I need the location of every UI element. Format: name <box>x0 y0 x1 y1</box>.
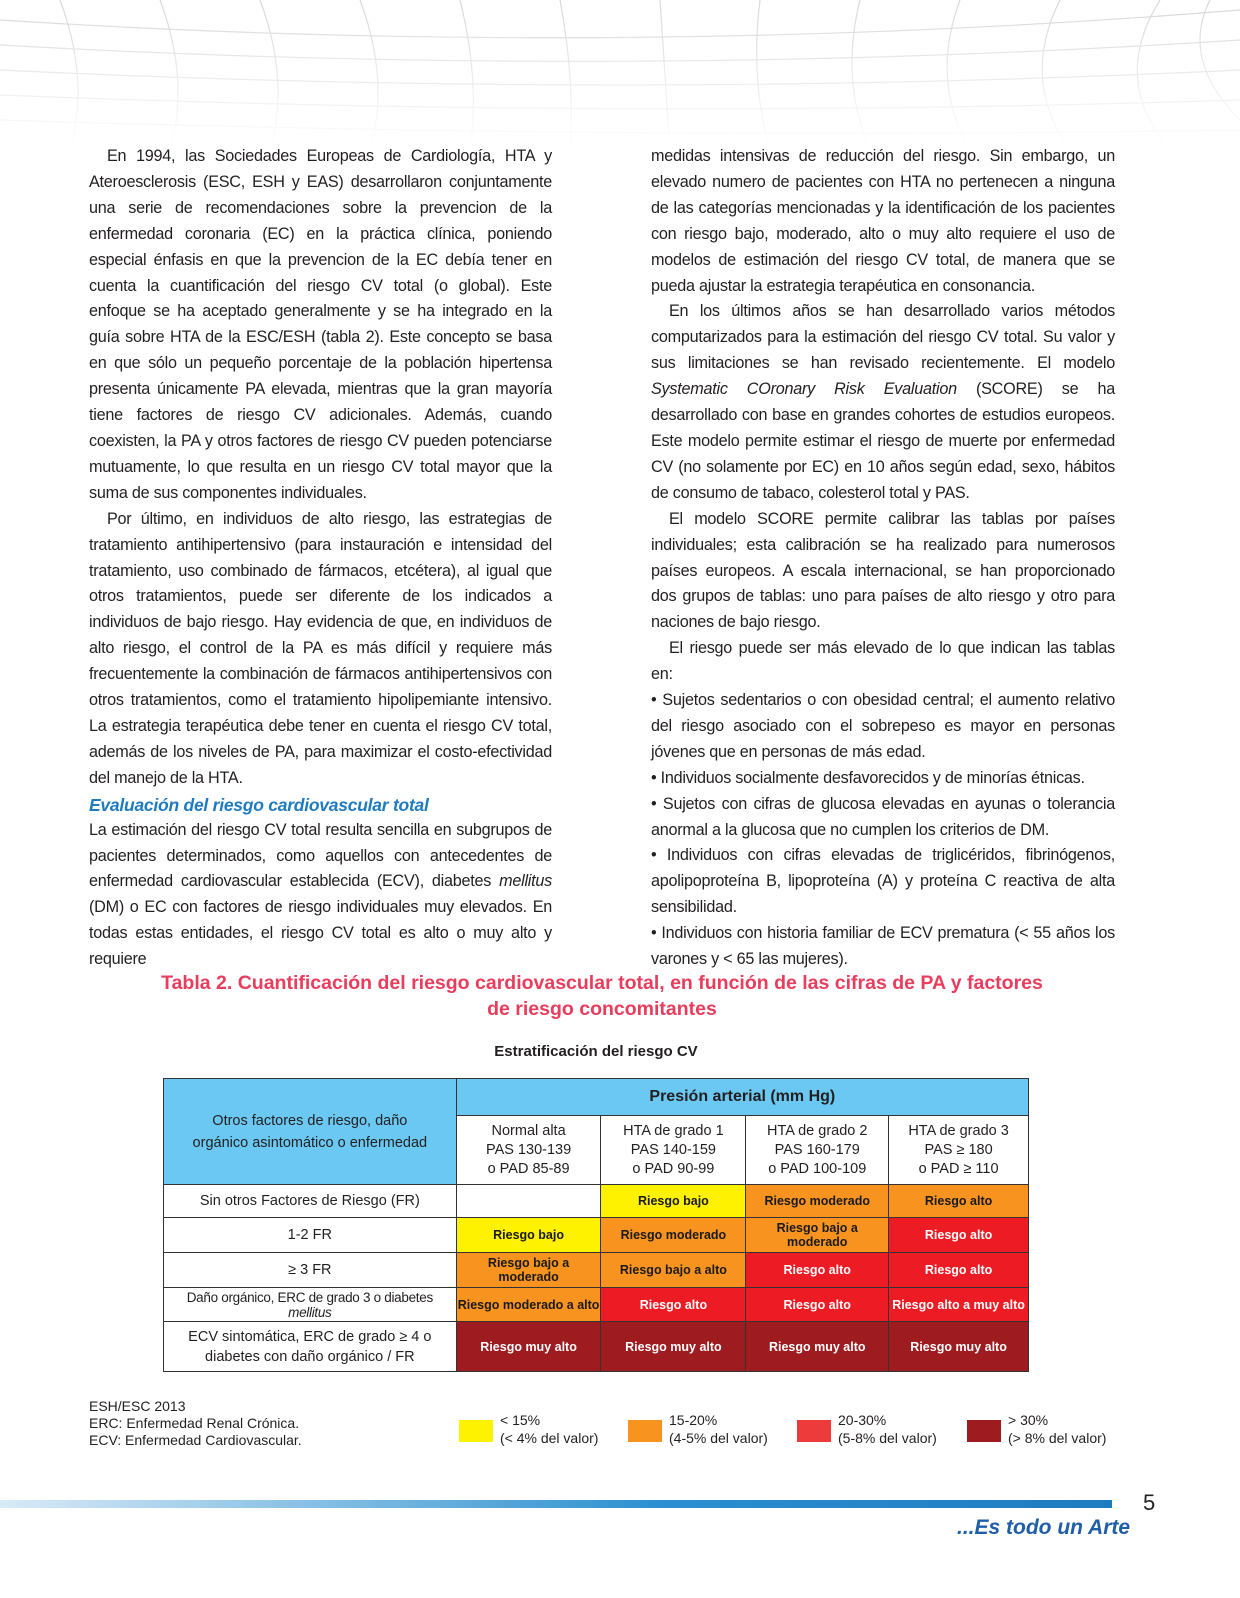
table-row <box>164 1185 1029 1218</box>
bullet-item: • Individuos con cifras elevadas de triglicéridos, fibrinógenos, apolipoproteína B, lipoproteína (A) y proteína C reactiva de alta sensibilidad. <box>651 846 1115 917</box>
paragraph: El riesgo puede ser más elevado de lo que indican las tablas en: <box>651 639 1115 684</box>
risk-cell: Riesgo bajo <box>601 1185 746 1218</box>
risk-cell: Riesgo alto <box>746 1253 889 1288</box>
risk-cell: Riesgo muy alto <box>601 1322 746 1372</box>
legend-swatch-dark-red <box>967 1420 1001 1442</box>
risk-stratification-table <box>163 1078 1029 1372</box>
table-row <box>164 1253 1029 1288</box>
legend-label: 20-30% (5-8% del valor) <box>838 1412 937 1446</box>
pressure-group-header: Presión arterial (mm Hg) <box>456 1079 1028 1116</box>
risk-cell: Riesgo muy alto <box>889 1322 1029 1372</box>
bullet-item: • Individuos socialmente desfavorecidos y de minorías étnicas. <box>651 768 1085 787</box>
column-header: HTA de grado 3 PAS ≥ 180 o PAD ≥ 110 <box>889 1116 1029 1185</box>
left-text-column <box>89 144 552 973</box>
footer-bar <box>0 1500 1112 1508</box>
risk-cell: Riesgo bajo a moderado <box>746 1218 889 1253</box>
bullet-item: • Sujetos sedentarios o con obesidad central; el aumento relativo del riesgo asociado con el sobrepeso es mayor en personas jóvenes que en personas de más edad. <box>651 691 1115 761</box>
risk-cell: Riesgo bajo a moderado <box>456 1253 601 1288</box>
risk-cell: Riesgo moderado a alto <box>456 1288 601 1322</box>
row-label: ≥ 3 FR <box>164 1253 457 1288</box>
column-header: Normal alta PAS 130-139 o PAD 85-89 <box>456 1116 601 1185</box>
legend-label: < 15% (< 4% del valor) <box>500 1412 599 1446</box>
risk-cell: Riesgo moderado <box>601 1218 746 1253</box>
background-grid-graphic <box>0 0 1240 150</box>
paragraph: El modelo SCORE permite calibrar las tablas por países individuales; esta calibración se ha realizado para numerosos países europeos. A escala internacional, se han proporcionado dos grupos de tablas: uno para países de alto riesgo y otro para naciones de bajo riesgo. <box>651 509 1115 632</box>
row-label: Sin otros Factores de Riesgo (FR) <box>164 1185 457 1218</box>
risk-cell: Riesgo muy alto <box>456 1322 601 1372</box>
row-header-label: Otros factores de riesgo, daño orgánico asintomático o enfermedad <box>164 1079 457 1185</box>
risk-cell <box>456 1185 601 1218</box>
paragraph: En los últimos años se han desarrollado varios métodos computarizados para la estimación del riesgo CV total. Su valor y sus limitaciones se han revisado recientemente. El modelo Systematic COronary Risk Evaluation (SCORE) se ha desarrollado con base en grandes cohortes de estudios europeos. Este modelo permite estimar el riesgo de muerte por enfermedad CV (no solamente por EC) en 10 años según edad, sexo, hábitos de consumo de tabaco, colesterol total y PAS. <box>651 302 1115 502</box>
row-label: ECV sintomática, ERC de grado ≥ 4 o diabetes con daño orgánico / FR <box>164 1322 457 1372</box>
risk-cell: Riesgo muy alto <box>746 1322 889 1372</box>
row-label: 1-2 FR <box>164 1218 457 1253</box>
table-row <box>164 1322 1029 1372</box>
bullet-item: • Individuos con historia familiar de ECV prematura (< 55 años los varones y < 65 las mujeres). <box>651 924 1115 969</box>
bullet-item: • Sujetos con cifras de glucosa elevadas en ayunas o tolerancia anormal a la glucosa que no cumplen los criterios de DM. <box>651 794 1115 839</box>
paragraph: Por último, en individuos de alto riesgo, las estrategias de tratamiento antihipertensivo (para instauración e intensidad del tratamiento, uso combinado de fármacos, etcétera), al igual que otros tratamientos, puede ser diferente de los indicados a individuos de bajo riesgo. Hay evidencia de que, en individuos de alto riesgo, el control de la PA es más difícil y requiere más frecuentemente la combinación de fármacos antihipertensivos con otros tratamientos, como el tratamiento hipolipemiante intensivo. La estrategia terapéutica debe tener en cuenta el riesgo CV total, además de los niveles de PA, para maximizar el costo-efectividad del manejo de la HTA. <box>89 509 552 787</box>
note-line: ERC: Enfermedad Renal Crónica. <box>89 1415 300 1431</box>
paragraph: La estimación del riesgo CV total resulta sencilla en subgrupos de pacientes determinados, como aquellos con antecedentes de enfermedad cardiovascular establecida (ECV), diabetes mellitus (DM) o EC con factores de riesgo individuales muy elevados. En todas estas entidades, el riesgo CV total es alto o muy alto y requiere <box>89 820 552 969</box>
paragraph: En 1994, las Sociedades Europeas de Cardiología, HTA y Ateroesclerosis (ESC, ESH y EAS) desarrollaron conjuntamente una serie de recomendaciones sobre la prevencion de la enfermedad coronaria (EC) en la práctica clínica, poniendo especial énfasis en que la prevencion de la EC debía tener en cuenta la cuantificación del riesgo CV total (o global). Este enfoque se ha aceptado generalmente y se ha integrado en la guía sobre HTA de la ESC/ESH (tabla 2). Este concepto se basa en que sólo un pequeño porcentaje de la población hipertensa presenta únicamente PA elevada, mientras que la gran mayoría tiene factores de riesgo CV adicionales. Además, cuando coexisten, la PA y otros factores de riesgo CV pueden potenciarse mutuamente, lo que resulta en un riesgo CV total mayor que la suma de sus componentes individuales. <box>89 147 552 502</box>
footer-tagline: ...Es todo un Arte <box>957 1516 1131 1539</box>
legend-label: 15-20% (4-5% del valor) <box>669 1412 768 1446</box>
table-title: Tabla 2. Cuantificación del riesgo cardiovascular total, en función de las cifras de PA y factores de riesgo concomitantes <box>161 972 1043 1020</box>
legend-label: > 30% (> 8% del valor) <box>1008 1412 1107 1446</box>
risk-cell: Riesgo bajo <box>456 1218 601 1253</box>
legend-swatch-orange <box>628 1420 662 1442</box>
table-subtitle: Estratificación del riesgo CV <box>494 1043 698 1060</box>
note-line: ECV: Enfermedad Cardiovascular. <box>89 1432 302 1448</box>
risk-cell: Riesgo alto <box>889 1218 1029 1253</box>
table-notes <box>89 1398 302 1449</box>
right-text-column <box>651 144 1115 973</box>
risk-cell: Riesgo moderado <box>746 1185 889 1218</box>
section-heading: Evaluación del riesgo cardiovascular total <box>89 794 429 815</box>
paragraph: medidas intensivas de reducción del riesgo. Sin embargo, un elevado numero de pacientes con HTA no pertenecen a ninguna de las categorías mencionadas y la identificación de los pacientes con riesgo bajo, moderado, alto o muy alto requiere el uso de modelos de estimación del riesgo CV total, de manera que se pueda ajustar la estrategia terapéutica en consonancia. <box>651 147 1115 295</box>
table-row <box>164 1218 1029 1253</box>
risk-cell: Riesgo alto <box>889 1253 1029 1288</box>
risk-cell: Riesgo alto <box>601 1288 746 1322</box>
column-header: HTA de grado 2 PAS 160-179 o PAD 100-109 <box>746 1116 889 1185</box>
table-row <box>164 1288 1029 1322</box>
risk-cell: Riesgo alto <box>889 1185 1029 1218</box>
page-number: 5 <box>1143 1490 1156 1515</box>
row-label: Daño orgánico, ERC de grado 3 o diabetes mellitus <box>164 1288 457 1322</box>
legend-swatch-yellow <box>459 1420 493 1442</box>
risk-cell: Riesgo alto a muy alto <box>889 1288 1029 1322</box>
legend-swatch-red <box>797 1420 831 1442</box>
note-line: ESH/ESC 2013 <box>89 1398 186 1414</box>
risk-cell: Riesgo bajo a alto <box>601 1253 746 1288</box>
column-header: HTA de grado 1 PAS 140-159 o PAD 90-99 <box>601 1116 746 1185</box>
risk-cell: Riesgo alto <box>746 1288 889 1322</box>
